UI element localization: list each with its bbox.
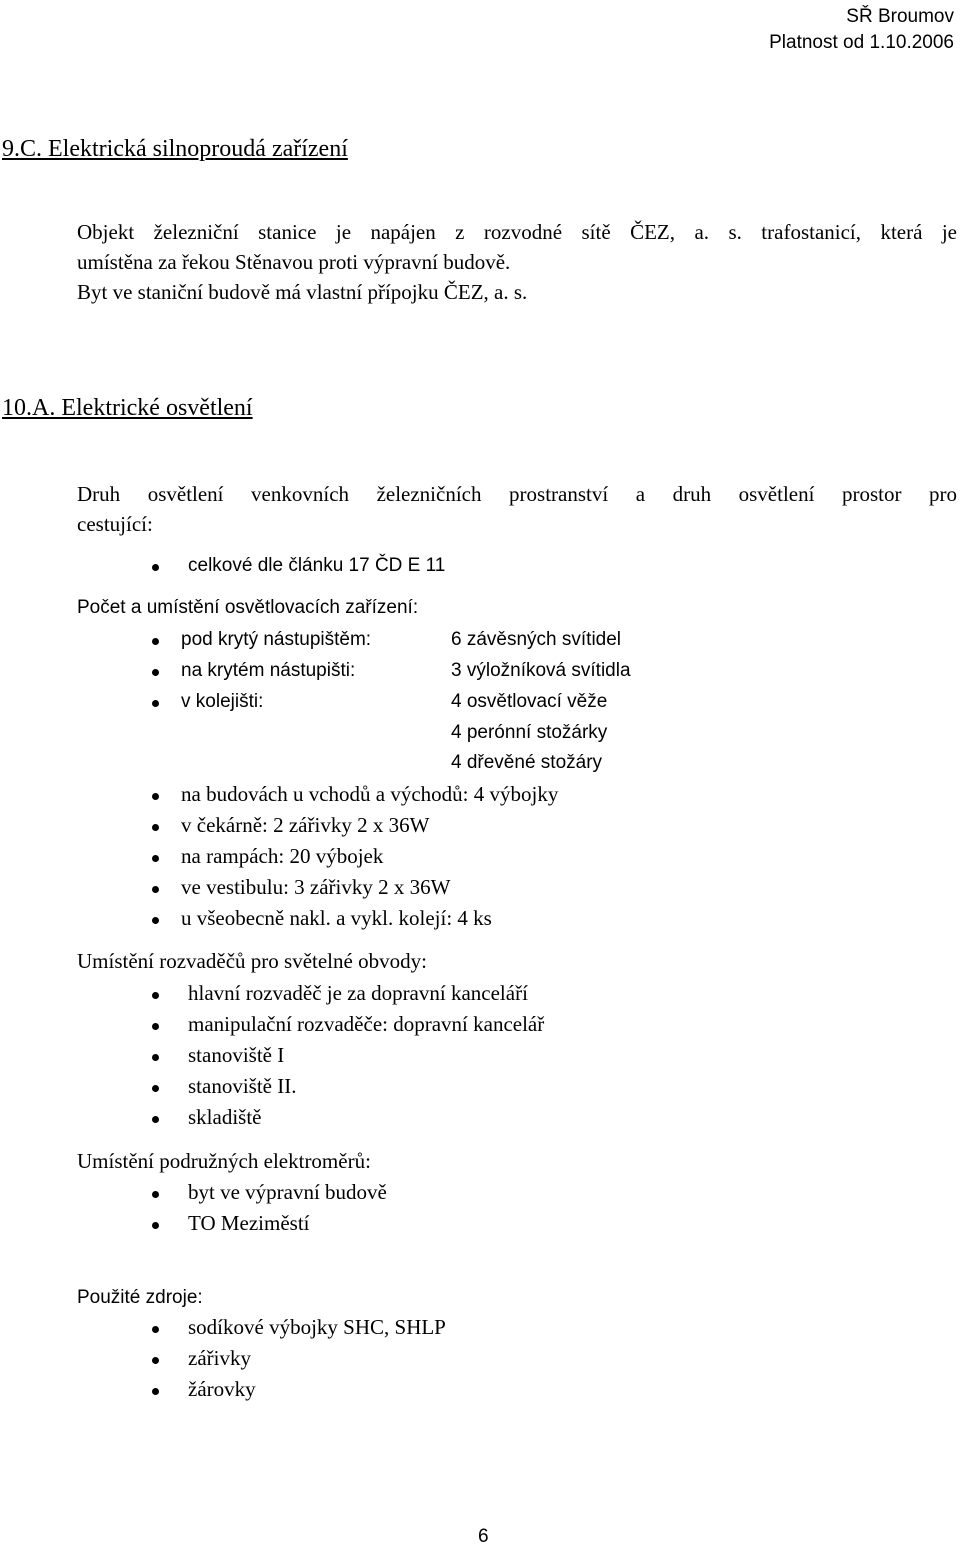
count-item-label: pod krytý nástupištěm: [181, 629, 372, 650]
list-item: na budovách u vchodů a východů: 4 výbojky [181, 782, 559, 806]
section-10a-title: 10.A. Elektrické osvětlení [2, 395, 253, 421]
bullet [152, 855, 159, 862]
count-heading: Počet a umístění osvětlovacích zařízení: [77, 597, 419, 618]
section-10a-intro-line2: cestující: [77, 512, 153, 536]
list-item: v čekárně: 2 zářivky 2 x 36W [181, 813, 430, 837]
meters-heading: Umístění podružných elektroměrů: [77, 1149, 371, 1173]
list-item: na rampách: 20 výbojek [181, 844, 384, 868]
list-item: TO Meziměstí [188, 1211, 310, 1235]
list-item: u všeobecně nakl. a vykl. kolejí: 4 ks [181, 906, 492, 930]
list-item: skladiště [188, 1105, 262, 1129]
bullet [152, 700, 159, 707]
header-org: SŘ Broumov [846, 6, 954, 27]
section-9c-para-line2: umístěna za řekou Stěnavou proti výpravní budově. [77, 250, 511, 274]
switchboards-heading: Umístění rozvaděčů pro světelné obvody: [77, 949, 427, 973]
bullet [152, 1388, 159, 1395]
bullet [152, 886, 159, 893]
count-item-label: na krytém nástupišti: [181, 660, 356, 681]
list-item: byt ve výpravní budově [188, 1180, 387, 1204]
bullet [152, 1191, 159, 1198]
list-item: manipulační rozvaděče: dopravní kancelář [188, 1012, 545, 1036]
count-item-value: 3 výložníková svítidla [451, 660, 631, 681]
count-item-value: 6 závěsných svítidel [451, 629, 622, 650]
section-9c-para-line1: Objekt železniční stanice je napájen z rozvodné sítě ČEZ, a. s. trafostanicí, která je [77, 220, 957, 244]
page-header [769, 4, 954, 56]
bullet [152, 1222, 159, 1229]
bullet [152, 824, 159, 831]
bullet [152, 564, 159, 571]
list-item: celkové dle článku 17 ČD E 11 [188, 555, 446, 576]
bullet [152, 917, 159, 924]
section-10a-intro-line1: Druh osvětlení venkovních železničních prostranství a druh osvětlení prostor pro [77, 482, 957, 506]
list-item: stanoviště I [188, 1043, 285, 1067]
bullet [152, 1357, 159, 1364]
list-item: žárovky [188, 1377, 256, 1401]
page-number: 6 [478, 1526, 489, 1547]
sources-heading: Použité zdroje: [77, 1287, 203, 1308]
bullet [152, 992, 159, 999]
header-validity: Platnost od 1.10.2006 [769, 32, 954, 53]
list-item: zářivky [188, 1346, 251, 1370]
list-item: hlavní rozvaděč je za dopravní kanceláří [188, 981, 528, 1005]
kolejiste-extra: 4 perónní stožárky [451, 722, 608, 743]
count-item-value: 4 osvětlovací věže [451, 691, 608, 712]
bullet [152, 669, 159, 676]
list-item: stanoviště II. [188, 1074, 297, 1098]
bullet [152, 793, 159, 800]
bullet [152, 638, 159, 645]
bullet [152, 1326, 159, 1333]
section-9c-title: 9.C. Elektrická silnoproudá zařízení [2, 136, 348, 162]
list-item: sodíkové výbojky SHC, SHLP [188, 1315, 446, 1339]
bullet [152, 1023, 159, 1030]
kolejiste-extra: 4 dřevěné stožáry [451, 752, 603, 773]
section-9c-para-line3: Byt ve staniční budově má vlastní přípojku ČEZ, a. s. [77, 280, 528, 304]
count-item-label: v kolejišti: [181, 691, 264, 712]
bullet [152, 1054, 159, 1061]
bullet [152, 1116, 159, 1123]
bullet [152, 1085, 159, 1092]
list-item: ve vestibulu: 3 zářivky 2 x 36W [181, 875, 451, 899]
